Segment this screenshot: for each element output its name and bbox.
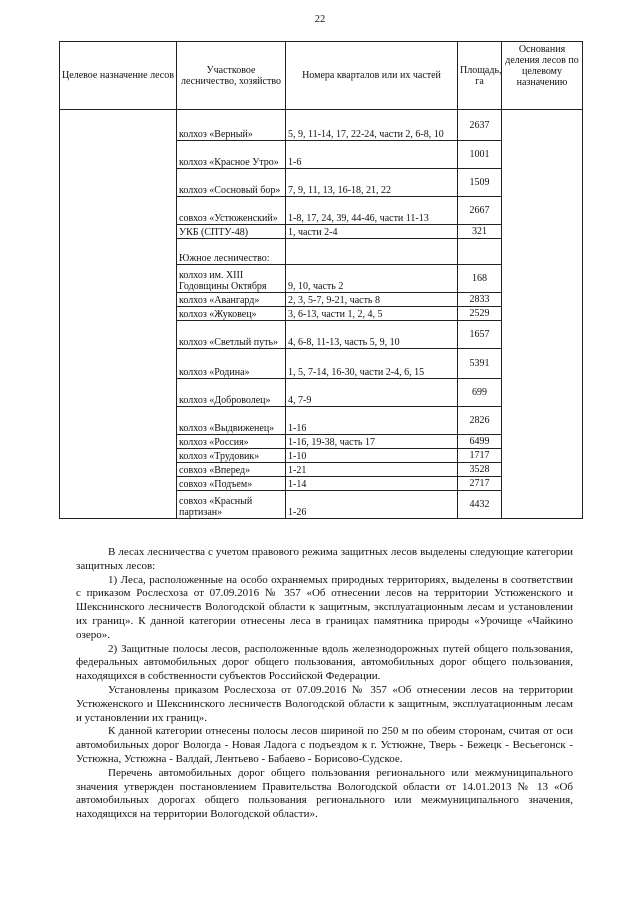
cell-holder: колхоз «Россия»: [177, 435, 286, 449]
paragraph: Перечень автомобильных дорог общего пользования регионального или межмуниципального значения утвержден постановлением Правительства Вологодской области от 14.01.2013 № 13 «Об автомобильных дорогах общего пользования регионального или межмуниципального значения, находящихся на территории Вологодской области».: [76, 766, 573, 821]
cell-area: 2637: [458, 110, 502, 141]
cell-area: 2833: [458, 293, 502, 307]
cell-quarters: 7, 9, 11, 13, 16-18, 21, 22: [286, 169, 458, 197]
cell-quarters: 9, 10, часть 2: [286, 265, 458, 293]
paragraph: 1) Леса, расположенные на особо охраняемых природных территориях, выделены в соответствии с приказом Рослесхоза от 07.09.2016 № 357 «Об отнесении лесов на территории Устюженского и Шекснинского лесничеств Вологодской области к защитным, эксплуатационным лесам и установлении их границ». К данной категории отнесены леса в границах памятника природы «Урочище «Чайкино озеро».: [76, 573, 573, 641]
cell-area: 2717: [458, 477, 502, 491]
cell-holder: УКБ (СПТУ-48): [177, 225, 286, 239]
header-area: Площадь, га: [458, 42, 502, 110]
cell-area: 168: [458, 265, 502, 293]
paragraph: 2) Защитные полосы лесов, расположенные вдоль железнодорожных путей общего пользования, федеральных автомобильных дорог общего пользования, автомобильных дорог общего пользования, находящихся в собственности субъектов Российской Федерации.: [76, 642, 573, 683]
cell-holder: Южное лесничество:: [177, 239, 286, 265]
header-holder: Участковое лесничество, хозяйство: [177, 42, 286, 110]
page-number: 22: [314, 14, 326, 25]
cell-area: 3528: [458, 463, 502, 477]
cell-quarters: 5, 9, 11-14, 17, 22-24, части 2, 6-8, 10: [286, 110, 458, 141]
cell-holder: совхоз «Подъем»: [177, 477, 286, 491]
cell-quarters: 1-16: [286, 407, 458, 435]
cell-holder: колхоз «Жуковец»: [177, 307, 286, 321]
table-header-row: [60, 42, 583, 110]
body-text: [76, 546, 573, 822]
cell-holder: колхоз «Светлый путь»: [177, 321, 286, 349]
cell-area: 1001: [458, 141, 502, 169]
cell-quarters: [286, 239, 458, 265]
header-purpose: Целевое назначение лесов: [60, 42, 177, 110]
cell-area: 6499: [458, 435, 502, 449]
cell-holder: совхоз «Вперед»: [177, 463, 286, 477]
cell-area: 5391: [458, 349, 502, 379]
table-body: [60, 110, 583, 519]
cell-holder: колхоз «Авангард»: [177, 293, 286, 307]
cell-holder: колхоз «Верный»: [177, 110, 286, 141]
cell-holder: совхоз «Устюженский»: [177, 197, 286, 225]
cell-area: 2529: [458, 307, 502, 321]
cell-area: 1509: [458, 169, 502, 197]
cell-area: [458, 239, 502, 265]
cell-quarters: 1-8, 17, 24, 39, 44-46, части 11-13: [286, 197, 458, 225]
cell-area: 4432: [458, 491, 502, 519]
cell-quarters: 1-26: [286, 491, 458, 519]
cell-holder: колхоз «Красное Утро»: [177, 141, 286, 169]
cell-area: 1657: [458, 321, 502, 349]
forest-purpose-table: [59, 41, 583, 519]
cell-holder: совхоз «Красный партизан»: [177, 491, 286, 519]
cell-quarters: 2, 3, 5-7, 9-21, часть 8: [286, 293, 458, 307]
paragraph: В лесах лесничества с учетом правового режима защитных лесов выделены следующие категории защитных лесов:: [76, 546, 573, 572]
cell-holder: колхоз «Трудовик»: [177, 449, 286, 463]
cell-area: 2826: [458, 407, 502, 435]
cell-quarters: 1-14: [286, 477, 458, 491]
cell-holder: колхоз «Доброволец»: [177, 379, 286, 407]
cell-holder: колхоз «Выдвиженец»: [177, 407, 286, 435]
cell-quarters: 1-21: [286, 463, 458, 477]
cell-area: 2667: [458, 197, 502, 225]
header-quarters: Номера кварталов или их частей: [286, 42, 458, 110]
header-basis: Основания деления лесов по целевому назначению: [502, 42, 583, 110]
cell-quarters: 4, 6-8, 11-13, часть 5, 9, 10: [286, 321, 458, 349]
table-row: [60, 110, 583, 141]
cell-quarters: 1-6: [286, 141, 458, 169]
cell-basis: [502, 110, 583, 519]
paragraph: К данной категории отнесены полосы лесов шириной по 250 м по обеим сторонам, считая от оси автомобильных дорог Вологда - Новая Ладога с подъездом к г. Устюжне, Тверь - Бежецк - Весьегонск - Устюжна, Устюжна - Валдай, Лентьево - Бабаево - Борисово-Судское.: [76, 725, 573, 765]
cell-purpose: [60, 110, 177, 519]
cell-holder: колхоз «Сосновый бор»: [177, 169, 286, 197]
cell-area: 699: [458, 379, 502, 407]
paragraph: Установлены приказом Рослесхоза от 07.09.2016 № 357 «Об отнесении лесов на территории Устюженского и Шекснинского лесничеств Вологодской области к защитным, эксплуатационным лесам и установлении их границ».: [76, 683, 573, 724]
cell-holder: колхоз им. XIII Годовщины Октября: [177, 265, 286, 293]
cell-quarters: 3, 6-13, части 1, 2, 4, 5: [286, 307, 458, 321]
cell-quarters: 4, 7-9: [286, 379, 458, 407]
cell-holder: колхоз «Родина»: [177, 349, 286, 379]
cell-quarters: 1-16, 19-38, часть 17: [286, 435, 458, 449]
cell-quarters: 1-10: [286, 449, 458, 463]
cell-area: 321: [458, 225, 502, 239]
cell-quarters: 1, 5, 7-14, 16-30, части 2-4, 6, 15: [286, 349, 458, 379]
cell-quarters: 1, части 2-4: [286, 225, 458, 239]
cell-area: 1717: [458, 449, 502, 463]
